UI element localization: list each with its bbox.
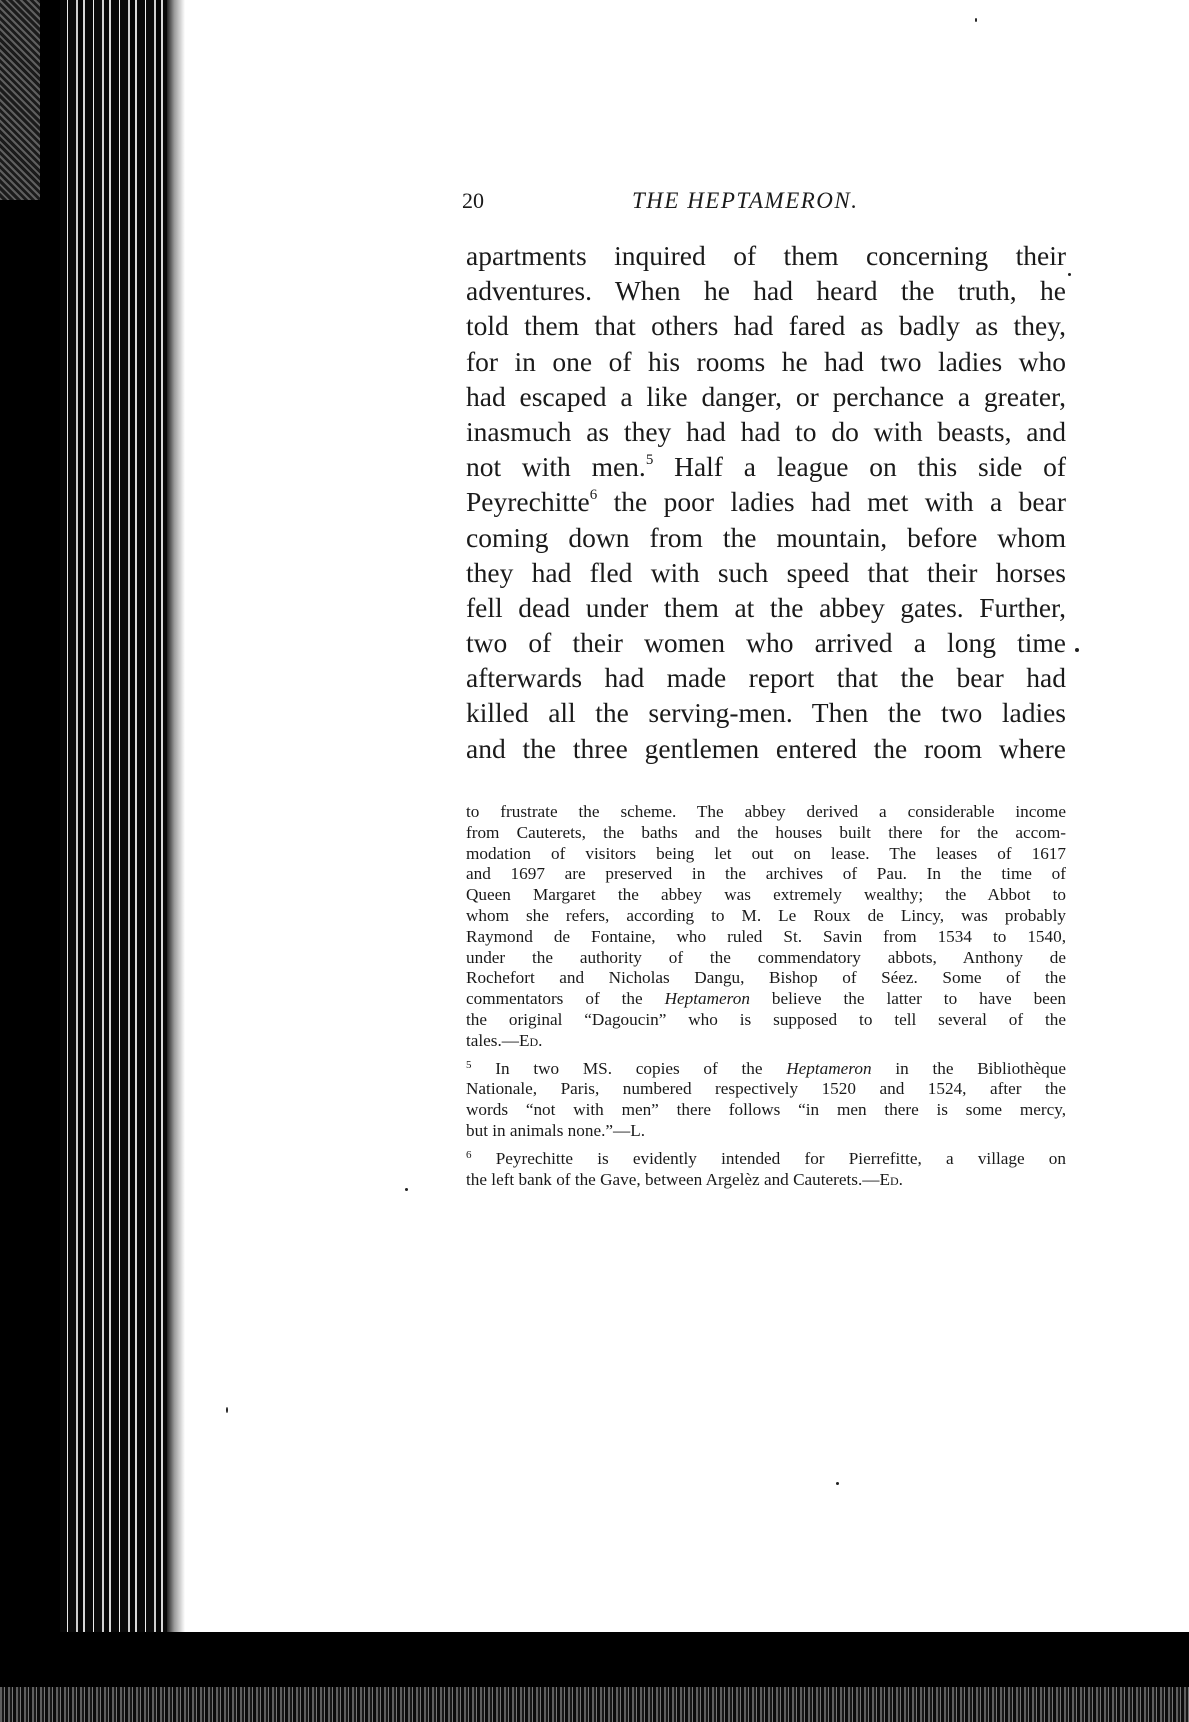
text-line: apartments inquired of them concerning their: [466, 240, 1066, 271]
text-line: coming down from the mountain, before whom: [466, 521, 1066, 553]
text-line: had escaped a like danger, or perchance a greater,: [466, 380, 1066, 412]
text-segment: tales.—: [466, 1030, 519, 1050]
text-line: and the three gentlemen entered the room where: [466, 732, 1066, 764]
text-segment: not with men.: [466, 451, 646, 483]
footnote-line: Rochefort and Nicholas Dangu, Bishop of Séez. Some of the: [466, 968, 1066, 988]
footnote-number: 6: [466, 1148, 472, 1161]
footnote-line: Nationale, Paris, numbered respectively 1520 and 1524, after the: [466, 1079, 1066, 1099]
text-segment: In two MS. copies of the: [471, 1058, 787, 1078]
footnote-line: [466, 1170, 1066, 1191]
text-line: adventures. When he had heard the truth, he: [466, 275, 1066, 307]
page-header: [462, 188, 1062, 218]
text-line: told them that others had fared as badly as they,: [466, 310, 1066, 342]
text-line: [466, 449, 1066, 484]
footnote-5: [466, 1059, 1066, 1142]
scan-speck: [405, 1188, 408, 1191]
text-line: fell dead under them at the abbey gates. Further,: [466, 591, 1066, 623]
footnote-line: Raymond de Fontaine, who ruled St. Savin from 1534 to 1540,: [466, 926, 1066, 946]
footnote-line: [466, 1059, 1066, 1080]
footnote-line: under the authority of the commendatory abbots, Anthony de: [466, 947, 1066, 967]
text-segment: commentators of the: [466, 989, 665, 1009]
scan-speck: [975, 18, 977, 22]
footnote-line: modation of visitors being let out on lease. The leases of 1617: [466, 843, 1066, 863]
text-line: afterwards had made report that the bear had: [466, 662, 1066, 694]
text-line: they had fled with such speed that their horses: [466, 556, 1066, 588]
text-segment: the poor ladies had met with a bear: [597, 486, 1066, 518]
scan-speck: [1068, 273, 1071, 276]
scan-speck: [1075, 648, 1079, 652]
main-text: [466, 238, 1066, 766]
scan-speck: [836, 1482, 839, 1485]
footnotes: [466, 802, 1066, 1190]
footnote-6: [466, 1149, 1066, 1191]
text-segment: Half a league on this side of: [653, 451, 1066, 483]
footnote-line: words “not with men” there follows “in men there is some mercy,: [466, 1100, 1066, 1120]
text-segment: Peyrechitte is evidently intended for Pierrefitte, a village on: [471, 1148, 1066, 1168]
footnote-line: whom she refers, according to M. Le Roux de Lincy, was probably: [466, 905, 1066, 925]
text-segment: believe the latter to have been: [749, 989, 1067, 1009]
text-line: [466, 484, 1066, 519]
text-line: killed all the serving-men. Then the two ladies: [466, 697, 1066, 729]
editor-signature: Ed.: [879, 1169, 903, 1189]
footnote-number: 5: [466, 1058, 472, 1071]
book-title: Heptameron: [664, 989, 750, 1009]
footnote-line: [466, 989, 1066, 1010]
footnote-line: the original “Dagoucin” who is supposed to tell several of the: [466, 1009, 1066, 1029]
text-line: inasmuch as they had had to do with beasts, and: [466, 415, 1066, 447]
footnote-line: Queen Margaret the abbey was extremely wealthy; the Abbot to: [466, 885, 1066, 905]
scan-speck: [226, 1407, 228, 1413]
book-title: Heptameron: [786, 1058, 872, 1078]
text-segment: Peyrechitte: [466, 486, 590, 518]
text-line: for in one of his rooms he had two ladies who: [466, 345, 1066, 377]
footnote-line: from Cauterets, the baths and the houses built there for the accom-: [466, 822, 1066, 842]
editor-signature: Ed.: [518, 1030, 543, 1050]
footnote-ref-6: 6: [589, 487, 598, 504]
binding-shadow: [0, 0, 40, 200]
footnote-line: to frustrate the scheme. The abbey derived a considerable income: [466, 802, 1066, 821]
page-number: 20: [462, 188, 484, 213]
text-line: two of their women who arrived a long time: [466, 627, 1066, 659]
book-binding-edge: [0, 0, 185, 1722]
text-segment: the left bank of the Gave, between Argelèz and Cauterets.—: [466, 1169, 880, 1189]
footnote-line: [466, 1031, 1066, 1052]
text-segment: in the Bibliothèque: [871, 1058, 1066, 1078]
running-head: THE HEPTAMERON.: [632, 188, 859, 213]
footnote-line: [466, 1149, 1066, 1170]
footnote-line: and 1697 are preserved in the archives of Pau. In the time of: [466, 864, 1066, 884]
footnote-continued: [466, 802, 1066, 1052]
footnote-ref-5: 5: [645, 452, 654, 469]
footnote-line: but in animals none.”—L.: [466, 1120, 646, 1140]
scan-bottom-edge: [0, 1632, 1189, 1722]
